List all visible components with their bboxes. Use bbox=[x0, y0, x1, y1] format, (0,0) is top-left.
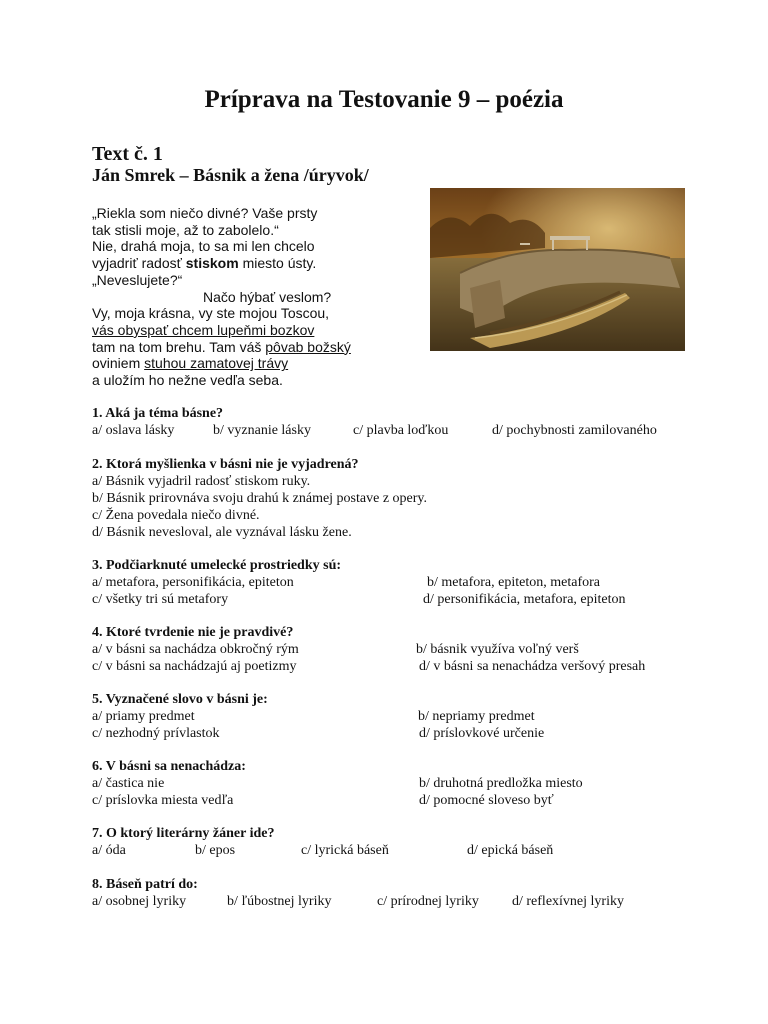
underlined-phrase: pôvab božský bbox=[265, 338, 351, 355]
answer-c: c/ Žena povedala niečo divné. bbox=[92, 508, 260, 523]
question-8 bbox=[92, 876, 624, 910]
question-text: 3. Podčiarknuté umelecké prostriedky sú: bbox=[92, 558, 342, 573]
answer-b: b/ Básnik prirovnáva svoju drahú k známej postave z opery. bbox=[92, 491, 428, 506]
answer-c: c/ všetky tri sú metafory bbox=[92, 592, 229, 607]
poem-line: a uložím ho nežne vedľa seba. bbox=[92, 372, 283, 389]
page-title: Príprava na Testovanie 9 – poézia bbox=[204, 86, 564, 113]
answer-d: d/ personifikácia, metafora, epiteton bbox=[423, 592, 626, 607]
poem-line: tam na tom brehu. Tam váš pôvab božský bbox=[92, 338, 351, 355]
answer-a: a/ Básnik vyjadril radosť stiskom ruky. bbox=[92, 474, 311, 489]
boat-photo bbox=[430, 188, 685, 351]
answer-c: c/ prírodnej lyriky bbox=[377, 894, 479, 909]
question-text: 8. Báseň patrí do: bbox=[92, 877, 198, 892]
answer-a: a/ priamy predmet bbox=[92, 709, 195, 724]
answer-c: c/ nezhodný prívlastok bbox=[92, 726, 220, 741]
answer-d: d/ v básni sa nenachádza veršový presah bbox=[419, 659, 646, 674]
answer-d: d/ epická báseň bbox=[467, 843, 554, 858]
answer-d: d/ reflexívnej lyriky bbox=[512, 894, 624, 909]
answer-a: a/ óda bbox=[92, 843, 126, 858]
question-text: 1. Aká ja téma básne? bbox=[92, 406, 224, 421]
question-text: 2. Ktorá myšlienka v básni nie je vyjadrená? bbox=[92, 457, 359, 472]
poem-line: Nie, drahá moja, to sa mi len chcelo bbox=[92, 238, 315, 255]
answer-a: a/ metafora, personifikácia, epiteton bbox=[92, 575, 294, 590]
question-3 bbox=[92, 557, 626, 608]
answer-b: b/ ľúbostnej lyriky bbox=[227, 894, 332, 909]
underlined-phrase: stuhou zamatovej trávy bbox=[144, 355, 289, 372]
poem-heading: Ján Smrek – Básnik a žena /úryvok/ bbox=[92, 165, 369, 185]
answer-b: b/ epos bbox=[195, 843, 236, 858]
answer-b: b/ druhotná predložka miesto bbox=[419, 776, 583, 791]
answer-b: b/ nepriamy predmet bbox=[418, 709, 535, 724]
answer-b: b/ básnik využíva voľný verš bbox=[416, 642, 579, 657]
answer-b: b/ vyznanie lásky bbox=[213, 423, 311, 438]
answer-a: a/ oslava lásky bbox=[92, 423, 175, 438]
text-label: Text č. 1 bbox=[92, 143, 163, 165]
question-text: 6. V básni sa nenachádza: bbox=[92, 759, 246, 774]
answer-d: d/ pochybnosti zamilovaného bbox=[492, 423, 657, 438]
highlighted-word: stiskom bbox=[185, 255, 239, 272]
answer-c: c/ lyrická báseň bbox=[301, 843, 389, 858]
answer-a: a/ častica nie bbox=[92, 776, 165, 791]
question-2 bbox=[92, 456, 427, 541]
poem-line: „Riekla som niečo divné? Vaše prsty bbox=[92, 205, 318, 221]
poem-line-underlined: vás obyspať chcem lupeňmi bozkov bbox=[92, 321, 315, 338]
answer-d: d/ príslovkové určenie bbox=[419, 726, 545, 741]
poem-line: tak stisli moje, až to zabolelo.“ bbox=[92, 221, 279, 238]
answer-a: a/ v básni sa nachádza obkročný rým bbox=[92, 642, 299, 657]
question-text: 4. Ktoré tvrdenie nie je pravdivé? bbox=[92, 625, 294, 640]
question-text: 5. Vyznačené slovo v básni je: bbox=[92, 692, 268, 707]
question-4 bbox=[92, 624, 646, 675]
answer-c: c/ plavba loďkou bbox=[353, 423, 449, 438]
question-6 bbox=[92, 758, 583, 809]
poem-line: Vy, moja krásna, vy ste mojou Toscou, bbox=[92, 305, 330, 322]
answer-b: b/ metafora, epiteton, metafora bbox=[427, 575, 600, 590]
answer-a: a/ osobnej lyriky bbox=[92, 894, 187, 909]
question-5 bbox=[92, 691, 545, 742]
question-text: 7. O ktorý literárny žáner ide? bbox=[92, 826, 275, 841]
question-7 bbox=[92, 825, 554, 859]
answer-d: d/ pomocné sloveso byť bbox=[419, 793, 554, 808]
question-1 bbox=[92, 405, 657, 439]
answer-c: c/ v básni sa nachádzajú aj poetizmy bbox=[92, 659, 297, 674]
poem-line: vyjadriť radosť stiskom miesto ústy. bbox=[92, 255, 317, 272]
poem-line: „Neveslujete?“ bbox=[92, 271, 183, 288]
poem-line: oviniem stuhou zamatovej trávy bbox=[92, 355, 289, 372]
answer-c: c/ príslovka miesta vedľa bbox=[92, 793, 234, 808]
poem bbox=[92, 205, 351, 389]
answer-d: d/ Básnik nevesloval, ale vyznával lásku žene. bbox=[92, 525, 352, 540]
poem-line: Načo hýbať veslom? bbox=[203, 288, 332, 305]
